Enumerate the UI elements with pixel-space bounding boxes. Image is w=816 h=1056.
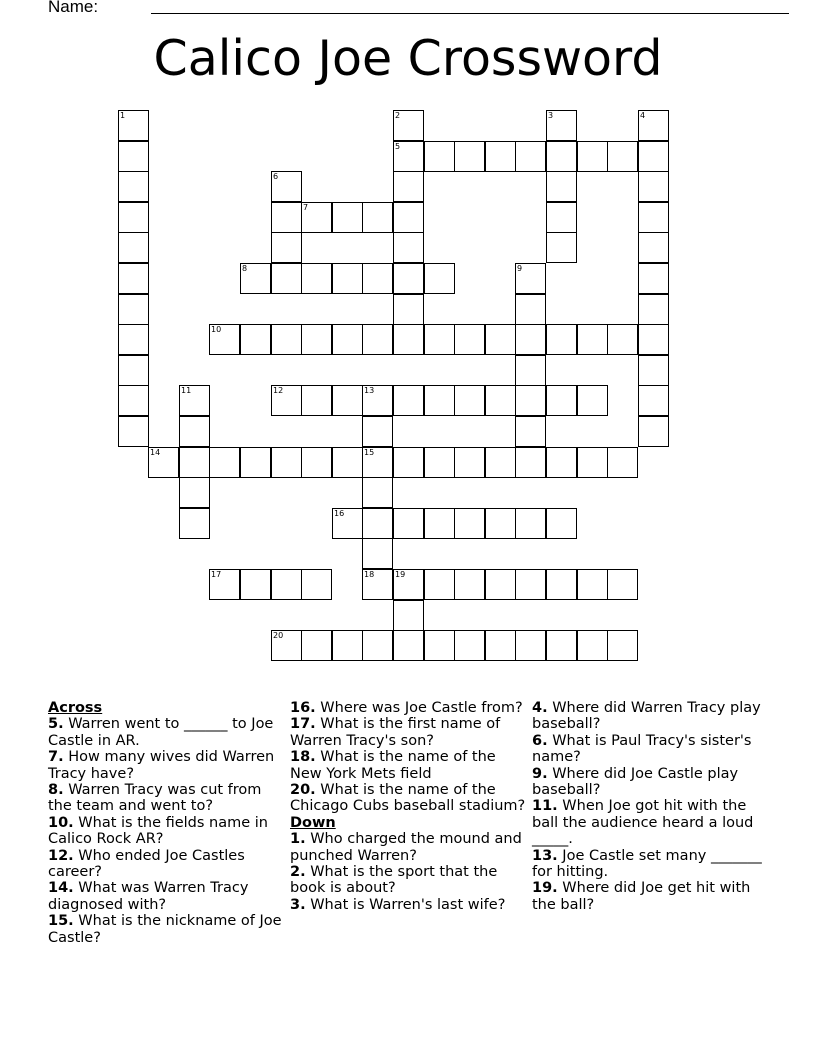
grid-cell[interactable] [362,538,393,569]
clue-item [532,766,772,799]
grid-cell[interactable] [362,202,393,233]
grid-cell[interactable] [362,447,393,478]
clue-number-label: 6. [532,732,548,749]
page-title: Calico Joe Crossword [153,30,663,87]
clue-column-2 [290,700,530,913]
grid-cell[interactable] [362,385,393,416]
clue-number-label: 5. [48,716,64,733]
clue-item [532,848,772,881]
grid-cell[interactable] [271,171,302,202]
grid-cell[interactable] [393,141,424,172]
name-label: Name: [48,0,99,16]
clue-text: Where did Warren Tracy play baseball? [532,700,761,733]
grid-cell[interactable] [118,416,149,447]
grid-cell[interactable] [393,508,424,539]
grid-cell[interactable] [118,110,149,141]
grid-cell[interactable] [118,355,149,386]
clue-number: 19 [395,570,406,579]
grid-cell[interactable] [393,630,424,661]
grid-cell[interactable] [638,141,669,172]
grid-cell[interactable] [607,569,638,600]
across-heading: Across [48,700,103,716]
grid-cell[interactable] [485,630,516,661]
clue-number: 11 [181,386,192,395]
clue-item [48,782,288,815]
clue-number: 14 [150,448,161,457]
grid-cell[interactable] [546,630,577,661]
grid-cell[interactable] [301,630,332,661]
clue-item [290,700,530,716]
grid-cell[interactable] [271,569,302,600]
clue-number: 12 [273,386,284,395]
grid-cell[interactable] [577,630,608,661]
clue-number: 3 [548,111,554,120]
clue-number: 8 [242,264,248,273]
grid-cell[interactable] [454,385,485,416]
grid-cell[interactable] [515,630,546,661]
grid-cell[interactable] [485,508,516,539]
grid-cell[interactable] [393,263,424,294]
grid-cell[interactable] [332,508,363,539]
grid-cell[interactable] [607,324,638,355]
grid-cell[interactable] [209,569,240,600]
grid-cell[interactable] [393,110,424,141]
clue-number-label: 19. [532,880,558,897]
clue-number-label: 18. [290,749,316,766]
clue-number-label: 11. [532,798,558,815]
grid-cell[interactable] [118,385,149,416]
grid-cell[interactable] [638,171,669,202]
grid-cell[interactable] [179,477,210,508]
clue-number: 2 [395,111,401,120]
grid-cell[interactable] [271,202,302,233]
grid-cell[interactable] [515,294,546,325]
grid-cell[interactable] [577,324,608,355]
clue-text: How many wives did Warren Tracy have? [48,749,275,782]
clue-item [290,831,530,864]
clue-number-label: 16. [290,700,316,716]
grid-cell[interactable] [454,569,485,600]
clue-number-label: 14. [48,880,74,897]
grid-cell[interactable] [485,447,516,478]
grid-cell[interactable] [362,630,393,661]
grid-cell[interactable] [393,232,424,263]
clue-item [290,782,530,815]
clue-number-label: 15. [48,913,74,930]
grid-cell[interactable] [393,569,424,600]
grid-cell[interactable] [179,385,210,416]
grid-cell[interactable] [515,447,546,478]
grid-cell[interactable] [546,141,577,172]
grid-cell[interactable] [638,324,669,355]
clue-item [290,864,530,897]
clue-text: What is the name of the Chicago Cubs baseball stadium? [290,782,526,815]
clue-column-1 [48,700,288,946]
clue-number: 13 [364,386,375,395]
grid-cell[interactable] [638,263,669,294]
clue-text: Where did Joe get hit with the ball? [532,880,751,913]
grid-cell[interactable] [393,600,424,631]
grid-cell[interactable] [332,630,363,661]
clue-number-label: 1. [290,831,306,848]
clue-number-label: 2. [290,864,306,881]
grid-cell[interactable] [638,355,669,386]
grid-cell[interactable] [515,508,546,539]
grid-cell[interactable] [179,416,210,447]
grid-cell[interactable] [240,569,271,600]
clue-text: Where was Joe Castle from? [315,700,523,716]
grid-cell[interactable] [485,569,516,600]
grid-cell[interactable] [546,324,577,355]
grid-cell[interactable] [638,385,669,416]
grid-cell[interactable] [362,263,393,294]
grid-cell[interactable] [179,508,210,539]
clue-text: Who ended Joe Castles career? [48,847,245,881]
clue-text: Where did Joe Castle play baseball? [532,765,739,799]
grid-cell[interactable] [607,630,638,661]
clue-number-label: 10. [48,814,74,831]
grid-cell[interactable] [362,477,393,508]
grid-cell[interactable] [118,232,149,263]
clue-text: Who charged the mound and punched Warren? [290,831,522,864]
grid-cell[interactable] [546,232,577,263]
grid-cell[interactable] [271,447,302,478]
clue-number-label: 12. [48,847,74,864]
clue-number-label: 3. [290,896,306,913]
clue-item [532,798,772,847]
grid-cell[interactable] [301,569,332,600]
grid-cell[interactable] [240,263,271,294]
grid-cell[interactable] [577,569,608,600]
grid-cell[interactable] [332,385,363,416]
clue-text: Warren Tracy was cut from the team and went to? [48,782,262,815]
grid-cell[interactable] [546,569,577,600]
down-heading: Down [290,814,336,831]
grid-cell[interactable] [424,569,455,600]
clue-column-3 [532,700,772,913]
clue-number: 5 [395,142,401,151]
clue-text: What is Warren's last wife? [305,896,506,913]
clue-number: 7 [303,203,309,212]
grid-cell[interactable] [515,385,546,416]
grid-cell[interactable] [546,385,577,416]
clue-text: What is the name of the New York Mets field [290,749,496,782]
grid-cell[interactable] [393,171,424,202]
grid-cell[interactable] [271,385,302,416]
clue-item [532,700,772,733]
clue-item [48,880,288,913]
clue-item [290,897,530,913]
grid-cell[interactable] [424,508,455,539]
grid-cell[interactable] [393,324,424,355]
grid-cell[interactable] [362,416,393,447]
grid-cell[interactable] [546,202,577,233]
grid-cell[interactable] [209,447,240,478]
clue-number: 17 [211,570,222,579]
grid-cell[interactable] [485,141,516,172]
clue-text: Warren went to ______ to Joe Castle in AR. [48,716,274,749]
clue-number: 10 [211,325,222,334]
clue-number-label: 20. [290,782,316,799]
grid-cell[interactable] [240,324,271,355]
clue-number: 20 [273,631,284,640]
grid-cell[interactable] [362,569,393,600]
grid-cell[interactable] [332,447,363,478]
grid-cell[interactable] [515,141,546,172]
grid-cell[interactable] [118,294,149,325]
clue-number: 18 [364,570,375,579]
clue-item [532,880,772,913]
clue-number-label: 13. [532,847,558,864]
grid-cell[interactable] [454,630,485,661]
grid-cell[interactable] [393,385,424,416]
grid-cell[interactable] [271,232,302,263]
grid-cell[interactable] [393,202,424,233]
grid-cell[interactable] [454,447,485,478]
grid-cell[interactable] [424,263,455,294]
grid-cell[interactable] [454,508,485,539]
clue-text: What is Paul Tracy's sister's name? [532,732,752,766]
clue-number-label: 17. [290,716,316,733]
grid-cell[interactable] [424,447,455,478]
clue-text: What is the first name of Warren Tracy's son? [290,716,501,749]
grid-cell[interactable] [577,141,608,172]
grid-cell[interactable] [424,141,455,172]
grid-cell[interactable] [638,202,669,233]
grid-cell[interactable] [118,324,149,355]
grid-cell[interactable] [362,508,393,539]
grid-cell[interactable] [515,324,546,355]
grid-cell[interactable] [301,324,332,355]
grid-cell[interactable] [638,416,669,447]
grid-cell[interactable] [577,447,608,478]
grid-cell[interactable] [515,416,546,447]
clue-item [48,913,288,946]
grid-cell[interactable] [577,385,608,416]
clue-item [48,749,288,782]
grid-cell[interactable] [148,447,179,478]
grid-cell[interactable] [607,141,638,172]
grid-cell[interactable] [393,294,424,325]
grid-cell[interactable] [638,232,669,263]
grid-cell[interactable] [546,171,577,202]
grid-cell[interactable] [301,447,332,478]
clue-number-label: 8. [48,782,64,799]
grid-cell[interactable] [271,263,302,294]
clue-number: 6 [273,172,279,181]
grid-cell[interactable] [179,447,210,478]
grid-cell[interactable] [209,324,240,355]
clue-number: 9 [517,264,523,273]
clue-number-label: 4. [532,700,548,716]
grid-cell[interactable] [515,263,546,294]
grid-cell[interactable] [424,324,455,355]
grid-cell[interactable] [271,630,302,661]
grid-cell[interactable] [362,324,393,355]
grid-cell[interactable] [393,447,424,478]
grid-cell[interactable] [301,202,332,233]
grid-cell[interactable] [485,385,516,416]
grid-cell[interactable] [118,141,149,172]
grid-cell[interactable] [118,171,149,202]
grid-cell[interactable] [515,355,546,386]
grid-cell[interactable] [301,385,332,416]
grid-cell[interactable] [546,110,577,141]
clue-text: What was Warren Tracy diagnosed with? [48,880,249,913]
clue-number: 4 [640,111,646,120]
grid-cell[interactable] [485,324,516,355]
grid-cell[interactable] [271,324,302,355]
clue-item [48,716,288,749]
grid-cell[interactable] [118,202,149,233]
grid-cell[interactable] [240,447,271,478]
grid-cell[interactable] [454,324,485,355]
clue-item [48,815,288,848]
clue-text: What is the nickname of Joe Castle? [48,913,282,946]
clue-item [532,733,772,766]
grid-cell[interactable] [332,324,363,355]
grid-cell[interactable] [301,263,332,294]
clue-number-label: 7. [48,749,64,766]
clue-number-label: 9. [532,765,548,782]
clue-number: 16 [334,509,345,518]
grid-cell[interactable] [638,294,669,325]
clue-number: 1 [120,111,126,120]
grid-cell[interactable] [424,630,455,661]
grid-cell[interactable] [332,263,363,294]
grid-cell[interactable] [546,508,577,539]
clue-text: What is the fields name in Calico Rock AR? [48,814,269,848]
clue-text: When Joe got hit with the ball the audience heard a loud _____. [532,798,754,848]
clue-text: Joe Castle set many _______ for hitting. [532,847,762,881]
clue-item [290,716,530,749]
clue-item [290,749,530,782]
clue-item [48,848,288,881]
grid-cell[interactable] [454,141,485,172]
grid-cell[interactable] [546,447,577,478]
clue-number: 15 [364,448,375,457]
grid-cell[interactable] [607,447,638,478]
grid-cell[interactable] [424,385,455,416]
grid-cell[interactable] [638,110,669,141]
clue-text: What is the sport that the book is about? [290,864,498,897]
grid-cell[interactable] [118,263,149,294]
grid-cell[interactable] [515,569,546,600]
grid-cell[interactable] [332,202,363,233]
